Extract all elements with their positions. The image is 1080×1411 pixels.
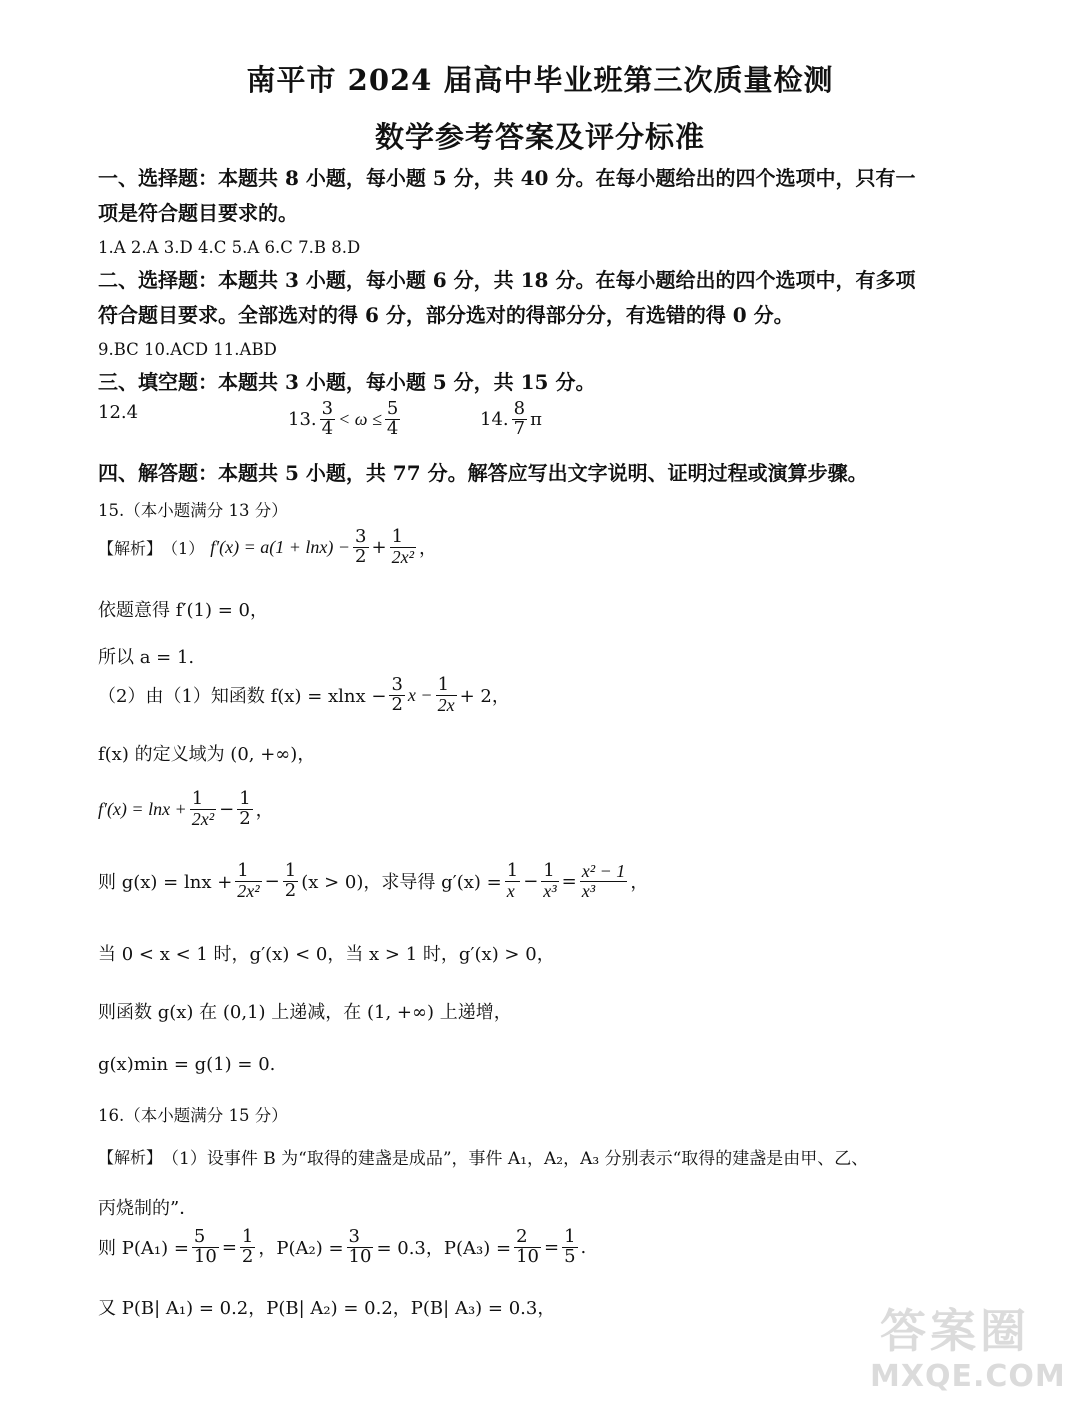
document-title: 南平市 2024 届高中毕业班第三次质量检测: [246, 63, 834, 97]
q15-line6: [98, 790, 274, 829]
q15-line2: [98, 596, 268, 622]
section1-heading-line1: 一、选择题：本题共 8 小题，每小题 5 分，共 40 分。在每小题给出的四个选项中，只有一: [98, 166, 916, 190]
answer-14-pi: π: [530, 408, 542, 430]
minus: −: [523, 870, 539, 892]
text: g(x)min = g(1) = 0.: [98, 1054, 276, 1075]
fraction: $\frac{1}{2x}$: [437, 674, 455, 715]
fraction: $\frac{1}{2}$: [239, 788, 251, 829]
answer-13-label: 13.: [288, 408, 317, 430]
comma: ，: [418, 538, 437, 560]
text: = 0.3，P(A₃) =: [376, 1238, 512, 1260]
section1-heading-line2: 项是符合题目要求的。: [98, 201, 298, 225]
fraction: $\frac{3}{2}$: [355, 526, 367, 567]
answer-13-fraction-left: $\frac{3}{4}$: [321, 398, 334, 439]
answer-14: [480, 400, 542, 439]
text: (x > 0)，求导得 g′(x) =: [301, 872, 502, 894]
fraction: $\frac{3}{10}$: [348, 1226, 372, 1267]
analysis-tag: 【解析】: [98, 1148, 163, 1167]
text: + 2，: [459, 686, 510, 708]
text: x −: [407, 684, 433, 705]
q15-line7: [98, 862, 648, 901]
fraction: $\frac{1}{5}$: [564, 1226, 576, 1267]
part-label: （1）: [162, 538, 205, 558]
section1-answers: 1.A 2.A 3.D 4.C 5.A 6.C 7.B 8.D: [98, 238, 361, 257]
q16-line3: [98, 1228, 586, 1267]
equals: =: [221, 1236, 237, 1258]
fraction: $\frac{1}{\text{2x²}}$: [191, 788, 215, 829]
watermark-top-text: 答案圈: [880, 1304, 1030, 1358]
text: 则 P(A₁) =: [98, 1238, 189, 1260]
equals: =: [543, 1236, 560, 1258]
section4-heading: 四、解答题：本题共 5 小题，共 77 分。解答应写出文字说明、证明过程或演算步骤。: [98, 461, 868, 485]
text: 依题意得 f′(1) = 0，: [98, 600, 268, 621]
fraction: $\frac{1}{\text{2x²}}$: [391, 526, 414, 567]
fraction: $\frac{1}{x}$: [506, 860, 519, 901]
q15-line3: [98, 643, 194, 669]
text: 则函数 g(x) 在 (0,1) 上递减，在 (1, +∞) 上递增，: [98, 1002, 512, 1023]
answer-13: [288, 400, 403, 439]
plus: +: [371, 536, 387, 558]
minus: −: [219, 798, 235, 820]
document-subtitle: 数学参考答案及评分标准: [374, 120, 705, 154]
text: 又 P(B| A₁) = 0.2，P(B| A₂) = 0.2，P(B| A₃) = 0.3，: [98, 1298, 556, 1319]
text: 所以 a = 1.: [98, 647, 195, 668]
fraction: $\frac{3}{2}$: [391, 674, 403, 715]
text: 丙烧制的”．: [98, 1198, 198, 1219]
section2-answers: 9.BC 10.ACD 11.ABD: [98, 340, 277, 359]
answer-13-inequality: < ω ≤: [338, 408, 382, 429]
text: （2）由（1）知函数 f(x) = xlnx −: [98, 686, 387, 708]
fraction: $\frac{2}{10}$: [516, 1226, 539, 1267]
minus: −: [264, 870, 280, 892]
text: ，P(A₂) =: [258, 1238, 344, 1260]
answer-14-label: 14.: [480, 408, 509, 430]
answer-12-text: 12.4: [98, 402, 139, 423]
text: （1）设事件 B 为“取得的建盏是成品”，事件 A₁，A₂，A₃ 分别表示“取得的建盏是由甲、乙、: [162, 1149, 869, 1169]
text: 则 g(x) = lnx +: [98, 872, 233, 894]
text: f′(x) = lnx +: [98, 798, 187, 819]
section2-heading-line2: 符合题目要求。全部选对的得 6 分，部分选对的得部分分，有选错的得 0 分。: [98, 303, 794, 327]
comma: ，: [630, 872, 649, 894]
derivative-expr: f′(x) = a(1 + lnx) −: [210, 536, 351, 557]
section3-heading: 三、填空题：本题共 3 小题，每小题 5 分，共 15 分。: [98, 370, 596, 394]
text: 当 0 < x < 1 时，g′(x) < 0，当 x > 1 时，g′(x) > 0，: [98, 944, 555, 965]
q15-line4: [98, 676, 510, 715]
equals: =: [561, 870, 577, 892]
answer-13-fraction-right: $\frac{5}{4}$: [386, 398, 399, 439]
q15-line5: [98, 740, 315, 766]
period: .: [580, 1236, 587, 1258]
comma: ，: [255, 800, 274, 822]
fraction: $\frac{1}{\text{x³}}$: [543, 860, 557, 901]
analysis-tag: 【解析】: [98, 538, 163, 558]
answer-12: [98, 402, 138, 423]
q16-header: 16.（本小题满分 15 分）: [98, 1106, 288, 1125]
fraction: $\frac{1}{2}$: [241, 1226, 254, 1267]
watermark-logo: [870, 1295, 1070, 1405]
q15-header: 15.（本小题满分 13 分）: [98, 501, 288, 520]
fraction: $\frac{1}{2}$: [284, 860, 297, 901]
answer-14-fraction: $\frac{8}{7}$: [513, 398, 526, 439]
text: f(x) 的定义域为 (0, +∞)，: [98, 744, 316, 765]
section2-heading-line1: 二、选择题：本题共 3 小题，每小题 6 分，共 18 分。在每小题给出的四个选项中，有多项: [98, 268, 916, 292]
watermark-bottom-text: MXQE.COM: [870, 1359, 1066, 1394]
q16-line1: [98, 1144, 868, 1169]
fraction: $\frac{1}{\text{2x²}}$: [237, 860, 260, 901]
fraction: $\frac{\text{x² − 1}}{\text{x³}}$: [581, 861, 626, 901]
q16-line4: [98, 1294, 555, 1320]
q16-line2: [98, 1194, 197, 1220]
q15-line1: [98, 528, 437, 567]
q15-line10: [98, 1054, 275, 1075]
fraction: $\frac{5}{10}$: [193, 1226, 217, 1267]
q15-line8: [98, 940, 555, 966]
q15-line9: [98, 998, 512, 1024]
